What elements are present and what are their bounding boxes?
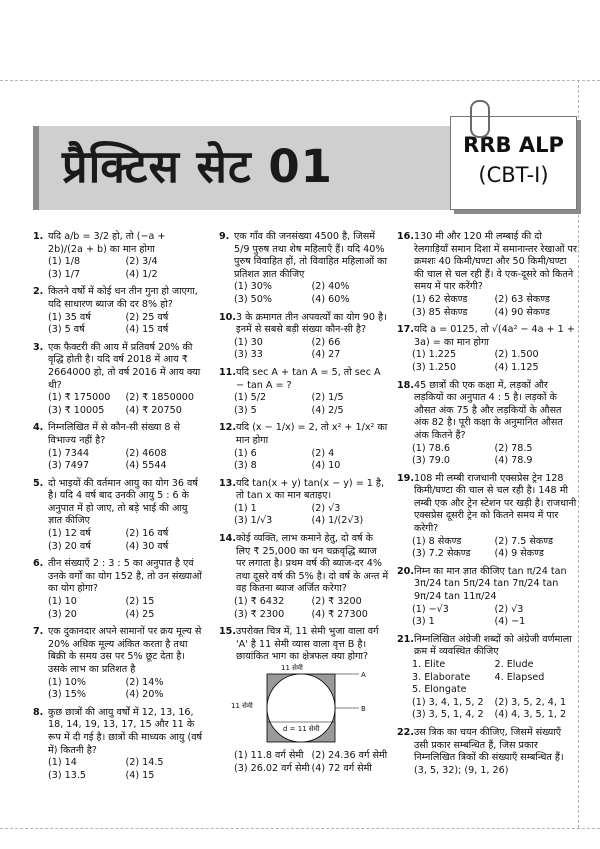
answer-option: (2) 66 — [311, 336, 341, 348]
answer-option: (2) 16 वर्ष — [125, 528, 169, 540]
question-text: 108 मी लम्बी राजधानी एक्सप्रेस ट्रेन 128 किमी/घण्टा की चाल से चल रही है। 148 मी लम्बी एक और ट्रेन स्टेशन पर खड़ी है। राजधानी एक्सप्रेस दूसरी ट्रेन को कितने समय में पार करेगी? — [414, 472, 577, 535]
question-number: 12. — [219, 422, 236, 434]
answer-option: (1) 30 — [234, 336, 263, 348]
question-item — [219, 312, 389, 362]
answer-option: (1) 6 — [234, 447, 257, 459]
answer-option: (4) 15 — [125, 769, 155, 781]
options-list — [219, 448, 389, 473]
answer-option: (1) −√3 — [412, 603, 449, 615]
answer-option: (2) ₹ 3200 — [311, 596, 362, 608]
question-number: 9. — [219, 231, 230, 242]
question-number: 2. — [33, 286, 44, 298]
answer-option: 1. Elite — [412, 659, 446, 670]
answer-option: (1) 14 — [48, 757, 77, 769]
options-list — [33, 596, 203, 621]
answer-option: (3) 79.0 — [412, 455, 451, 467]
exam-card — [450, 116, 577, 210]
options-list — [219, 596, 389, 621]
question-item — [219, 533, 389, 621]
answer-option: (2) 3/4 — [125, 256, 158, 268]
options-list — [33, 312, 203, 337]
dashed-cut-line-right — [578, 80, 579, 828]
answer-option: 2. Elude — [494, 659, 534, 670]
question-number: 21. — [397, 633, 414, 645]
options-list — [33, 256, 203, 281]
exam-name: RRB ALP — [463, 133, 564, 157]
question-number: 22. — [397, 726, 414, 738]
answer-option: (3) 20 वर्ष — [48, 540, 91, 552]
question-item — [219, 367, 389, 417]
answer-option: (4) 15 वर्ष — [125, 324, 169, 336]
answer-option: (3) 8 — [234, 460, 257, 472]
options-list — [397, 604, 577, 629]
answer-option: (2) 78.5 — [494, 442, 533, 454]
options-list — [397, 659, 577, 722]
answer-option: (4) 27 — [311, 349, 341, 361]
figure-left-label: 11 सेमी — [231, 702, 253, 710]
answer-option: (2) 63 सेकण्ड — [494, 293, 550, 305]
question-item — [33, 478, 203, 554]
question-number: 4. — [33, 422, 44, 434]
question-item — [397, 231, 577, 319]
question-text: एक फैक्टरी की आय में प्रतिवर्ष 20% की वृद्धि होती है। यदि वर्ष 2018 में आय ₹ 2664000 हो, तो वर्ष 2016 में आय क्या थी? — [48, 341, 201, 391]
question-text: यदि a = 0125, तो √(4a² − 4a + 1 + 3a) = का मान होगा — [414, 324, 575, 348]
options-list — [33, 677, 203, 702]
options-list — [219, 750, 389, 775]
answer-option: (1) 3, 4, 1, 5, 2 — [412, 696, 484, 708]
question-item — [33, 231, 203, 281]
question-number: 7. — [33, 626, 44, 638]
question-item — [219, 422, 389, 472]
answer-option: (4) 20% — [125, 689, 164, 701]
question-text: उस त्रिक का चयन कीजिए, जिसमें संख्याएँ उसी प्रकार सम्बन्धित हैं, जिस प्रकार निम्नलिखित त्रिकों की संख्याएँ सम्बन्धित हैं। (3, 5, 32); (9, 1, 26) — [414, 726, 564, 776]
answer-option: (3) 26.02 वर्ग सेमी — [234, 762, 310, 774]
dashed-cut-line-top — [0, 80, 600, 81]
question-number: 16. — [397, 231, 414, 242]
question-number: 10. — [219, 311, 236, 323]
answer-option: (2) 15 — [125, 596, 155, 608]
answer-option: (3) 33 — [234, 349, 263, 361]
question-number: 1. — [33, 231, 44, 242]
answer-option: (2) 3, 5, 2, 4, 1 — [494, 696, 567, 708]
answer-option: (4) 9 सेकण्ड — [494, 548, 544, 560]
answer-option: (1) 10% — [48, 676, 86, 688]
question-number: 18. — [397, 379, 414, 391]
answer-option: (1) 35 वर्ष — [48, 311, 91, 323]
question-number: 3. — [33, 341, 44, 353]
options-list — [397, 443, 577, 468]
answer-option: 5. Elongate — [412, 684, 467, 696]
page-title: प्रैक्टिस सेट 01 — [62, 140, 333, 193]
figure-diameter-label: d = 11 सेमी — [283, 725, 320, 733]
question-number: 19. — [397, 472, 414, 484]
question-text: कितने वर्षों में कोई धन तीन गुना हो जाएगा, यदि साधारण ब्याज की दर 8% हो? — [48, 286, 198, 310]
answer-option: (3) 13.5 — [48, 769, 87, 781]
answer-option: (2) 4 — [311, 447, 335, 459]
answer-option: (2) 14% — [125, 676, 164, 688]
answer-option: (3) 1 — [412, 616, 435, 628]
answer-option: (3) 1.250 — [412, 361, 457, 373]
options-list — [219, 503, 389, 528]
answer-option: (4) −1 — [494, 616, 526, 628]
answer-option: (1) 1 — [234, 502, 257, 514]
answer-option: (4) 5544 — [125, 460, 167, 472]
answer-option: (1) 8 सेकण्ड — [412, 535, 462, 547]
question-item — [33, 422, 203, 472]
answer-option: (3) 85 सेकण्ड — [412, 306, 468, 318]
answer-option: (1) ₹ 175000 — [48, 392, 111, 404]
answer-option: (4) 60% — [311, 293, 350, 305]
answer-option: (2) ₹ 1850000 — [125, 392, 195, 404]
options-list — [219, 337, 389, 362]
question-text: एक दुकानदार अपने सामानों पर क्रय मूल्य से 20% अधिक मूल्य अंकित करता है तथा बिक्री के समय उस पर 5% छूट देता है। उसके लाभ का प्रतिशत है — [48, 626, 202, 675]
question-item — [33, 558, 203, 621]
figure-top-label: 11 सेमी — [281, 664, 303, 672]
answer-option: (3) 15% — [48, 689, 86, 701]
answer-option: (1) 10 — [48, 596, 77, 608]
question-text: निम्नलिखित अंग्रेजी शब्दों को अंग्रेजी वर्णमाला क्रम में व्यवस्थित कीजिए — [414, 633, 572, 658]
question-item — [219, 478, 389, 528]
question-number: 6. — [33, 558, 44, 570]
exam-stage: (CBT-I) — [478, 163, 549, 187]
figure-a-label: A — [361, 671, 366, 679]
answer-option: (2) √3 — [494, 603, 524, 615]
answer-option: (1) 78.6 — [412, 442, 451, 454]
answer-option: (1) 30% — [234, 281, 272, 293]
question-text: यदि sec A + tan A = 5, तो sec A − tan A = ? — [236, 366, 381, 391]
paperclip-icon — [470, 100, 490, 138]
question-number: 17. — [397, 324, 414, 336]
answer-option: (3) 1/√3 — [234, 515, 273, 527]
answer-option: (1) 62 सेकण्ड — [412, 293, 468, 305]
question-item — [33, 342, 203, 418]
answer-option: (3) 7.2 सेकण्ड — [412, 548, 471, 560]
answer-option: (2) 40% — [311, 281, 350, 293]
answer-option: (4) 4, 3, 5, 1, 2 — [494, 709, 567, 721]
question-text: तीन संख्याएँ 2 : 3 : 5 का अनुपात है एवं उनके वर्गों का योग 152 है, तो उन संख्याओं का योग होगा? — [48, 558, 202, 595]
answer-option: (3) 5 वर्ष — [48, 324, 85, 336]
answer-option: (4) 78.9 — [494, 455, 533, 467]
answer-option: (4) 1/(2√3) — [311, 515, 364, 527]
answer-option: (4) ₹ 27300 — [311, 608, 368, 620]
square-circle-figure — [231, 664, 379, 748]
answer-option: (4) 10 — [311, 460, 341, 472]
answer-option: (4) 1.125 — [494, 361, 539, 373]
answer-option: (1) 7344 — [48, 447, 90, 459]
question-number: 5. — [33, 477, 44, 489]
answer-option: 4. Elapsed — [494, 671, 545, 683]
answer-option: (3) 20 — [48, 608, 77, 620]
question-number: 8. — [33, 706, 44, 718]
answer-option: (2) 25 वर्ष — [125, 311, 169, 323]
question-number: 11. — [219, 366, 236, 378]
answer-option: (4) 25 — [125, 608, 155, 620]
answer-option: (2) √3 — [311, 502, 341, 514]
question-item — [33, 707, 203, 783]
answer-option: (4) 2/5 — [311, 404, 344, 416]
question-column-3 — [397, 231, 577, 782]
question-item — [33, 286, 203, 336]
question-column-2 — [219, 231, 389, 780]
answer-option: (4) 90 सेकण्ड — [494, 306, 550, 318]
answer-option: (1) 5/2 — [234, 392, 267, 404]
question-item — [397, 380, 577, 468]
options-list — [219, 281, 389, 306]
question-text: यदि a/b = 3/2 हो, तो (−a + 2b)/(2a + b) का मान होगा — [48, 231, 166, 255]
dashed-cut-line-bottom — [0, 828, 600, 829]
answer-option: (1) 1.225 — [412, 349, 457, 361]
options-list — [397, 294, 577, 319]
answer-option: (3) ₹ 10005 — [48, 404, 105, 416]
options-list — [33, 528, 203, 553]
options-list — [219, 392, 389, 417]
answer-option: (1) 12 वर्ष — [48, 528, 91, 540]
answer-option: (3) 7497 — [48, 460, 90, 472]
answer-option: (2) 7.5 सेकण्ड — [494, 535, 553, 547]
question-text: 3 के क्रमागत तीन अपवर्त्यों का योग 90 है। इनमें से सबसे बड़ी संख्या कौन-सी है? — [236, 311, 387, 336]
question-text: 45 छात्रों की एक कक्षा में, लड़कों और लड़कियों का अनुपात 4 : 5 है। लड़कों के औसत अंक 75 है और लड़कियों के औसत अंक 82 है। पूरी कक्षा के अनुमानित औसत अंक कितने हैं? — [414, 379, 563, 441]
question-item — [397, 634, 577, 722]
question-text: कुछ छात्रों की आयु वर्षों में 12, 13, 16, 18, 14, 19, 13, 17, 15 और 11 के रूप में दी गई है। छात्रों की माध्यक आयु (वर्ष में) कितनी है? — [48, 706, 203, 756]
question-column-1 — [33, 231, 203, 787]
question-item — [397, 324, 577, 374]
figure-b-label: B — [361, 705, 366, 713]
options-list — [397, 349, 577, 374]
answer-option: (2) 1/5 — [311, 392, 344, 404]
answer-option: (4) ₹ 20750 — [125, 404, 182, 416]
question-text: कोई व्यक्ति, लाभ कमाने हेतु, दो वर्ष के लिए ₹ 25,000 का धन चक्रवृद्धि ब्याज पर लगाता है। प्रथम वर्ष की ब्याज-दर 4% तथा दूसरे वर्ष की 5% है। दो वर्ष के अन्त में वह कितना ब्याज अर्जित करेगा? — [236, 533, 389, 595]
answer-option: (4) 1/2 — [125, 268, 158, 280]
options-list — [33, 392, 203, 417]
answer-option: (4) 30 वर्ष — [125, 540, 169, 552]
question-item — [219, 626, 389, 775]
question-text: निम्न का मान ज्ञात कीजिए tan π/24 tan 3π/24 tan 5π/24 tan 7π/24 tan 9π/24 tan 11π/24 — [414, 565, 567, 603]
question-number: 15. — [219, 626, 236, 638]
answer-option: (1) 1/8 — [48, 256, 81, 268]
answer-option: (2) 24.36 वर्ग सेमी — [311, 750, 388, 761]
question-text: यदि tan(x + y) tan(x − y) = 1 है, तो tan x का मान बताइए। — [236, 477, 385, 502]
answer-option: (3) 3, 5, 1, 4, 2 — [412, 709, 484, 721]
question-item — [397, 727, 577, 777]
answer-option: (3) 5 — [234, 404, 257, 416]
answer-option: (3) ₹ 2300 — [234, 608, 285, 620]
answer-option — [495, 684, 578, 697]
answer-option: (1) ₹ 6432 — [234, 596, 285, 608]
options-list — [397, 536, 577, 561]
question-text: निम्नलिखित में से कौन-सी संख्या 8 से विभाज्य नहीं है? — [48, 422, 181, 446]
answer-option: (1) 11.8 वर्ग सेमी — [234, 750, 304, 761]
answer-option: 3. Elaborate — [412, 671, 471, 683]
options-list — [33, 757, 203, 782]
question-number: 14. — [219, 533, 236, 545]
answer-option: (3) 1/7 — [48, 268, 81, 280]
answer-option: (3) 50% — [234, 293, 272, 305]
question-text: 130 मी और 120 मी लम्बाई की दो रेलगाड़ियाँ समान दिशा में समानान्तर रेखाओं पर क्रमशः 40 किमी/घण्टा और 50 किमी/घण्टा की चाल से चल रही हैं। वे एक-दूसरे को कितने समय में पार करेंगी? — [414, 231, 577, 293]
question-number: 13. — [219, 477, 236, 489]
answer-option: (4) 72 वर्ग सेमी — [311, 762, 372, 774]
answer-option: (2) 14.5 — [125, 757, 164, 769]
question-item — [33, 626, 203, 702]
question-number: 20. — [397, 565, 414, 577]
question-item — [397, 566, 577, 629]
options-list — [33, 448, 203, 473]
question-text: यदि (x − 1/x) = 2, तो x² + 1/x² का मान होगा — [236, 422, 388, 446]
question-item — [397, 473, 577, 561]
question-item — [219, 231, 389, 307]
question-text: दो भाइयों की वर्तमान आयु का योग 36 वर्ष है। यदि 4 वर्ष बाद उनकी आयु 5 : 6 के अनुपात में हो जाए, तो बड़े भाई की आयु ज्ञात कीजिए — [48, 477, 198, 527]
answer-option: (2) 4608 — [125, 447, 167, 459]
answer-option: (2) 1.500 — [494, 349, 539, 361]
question-text: उपरोक्त चित्र में, 11 सेमी भुजा वाला वर्ग 'A' है 11 सेमी व्यास वाला वृत्त B है। छायांकित भाग का क्षेत्रफल क्या होगा? — [236, 626, 379, 663]
question-text: एक गाँव की जनसंख्या 4500 है, जिसमें 5/9 पुरुष तथा शेष महिलाएँ हैं। यदि 40% पुरुष विवाहित हों, तो विवाहित महिलाओं का प्रतिशत ज्ञात कीजिए — [234, 231, 387, 280]
